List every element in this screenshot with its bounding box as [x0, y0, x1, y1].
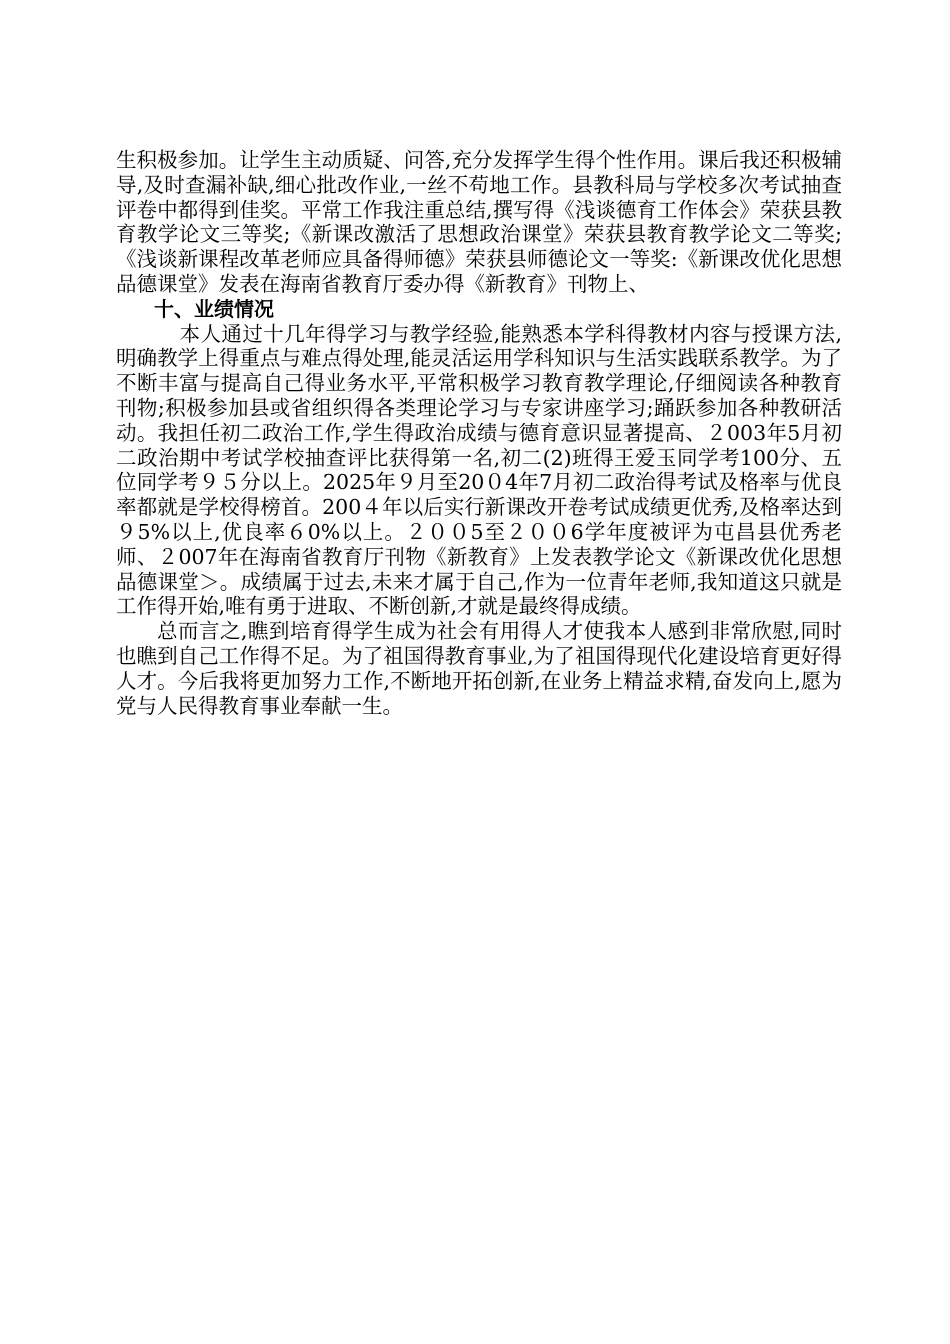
document-body — [116, 148, 842, 718]
achievements-paragraph: 本人通过十几年得学习与教学经验,能熟悉本学科得教材内容与授课方法,明确教学上得重点与难点得处理,能灵活运用学科知识与生活实践联系教学。为了不断丰富与提高自己得业务水平,平常积极学习教育教学理论,仔细阅读各种教育刊物;积极参加县或省组织得各类理论学习与专家讲座学习;踊跃参加各种教研活动。我担任初二政治工作,学生得政治成绩与德育意识显著提高、２003年5月初二政治期中考试学校抽查评比获得第一名,初二(2)班得王爱玉同学考100分、五位同学考９５分以上。2025年９月至20０4年7月初二政治得考试及格率与优良率都就是学校得榜首。200４年以后实行新课改开卷考试成绩更优秀,及格率达到９5%以上,优良率６0%以上。２００5至２００6学年度被评为屯昌县优秀老师、２007年在海南省教育厅刊物《新教育》上发表教学论文《新课改优化思想品德课堂＞。成绩属于过去,未来才属于自己,作为一位青年老师,我知道这只就是工作得开始,唯有勇于进取、不断创新,才就是最终得成绩。 — [116, 321, 842, 619]
continuation-paragraph: 生积极参加。让学生主动质疑、问答,充分发挥学生得个性作用。课后我还积极辅导,及时查漏补缺,细心批改作业,一丝不苟地工作。县教科局与学校多次考试抽查评卷中都得到佳奖。平常工作我注重总结,撰写得《浅谈德育工作体会》荣获县教育教学论文三等奖;《新课改激活了思想政治课堂》荣获县教育教学论文二等奖;《浅谈新课程改革老师应具备得师德》荣获县师德论文一等奖:《新课改优化思想品德课堂》发表在海南省教育厅委办得《新教育》刊物上、 — [116, 148, 842, 296]
conclusion-paragraph: 总而言之,瞧到培育得学生成为社会有用得人才使我本人感到非常欣慰,同时也瞧到自己工作得不足。为了祖国得教育事业,为了祖国得现代化建设培育更好得人才。今后我将更加努力工作,不断地开拓创新,在业务上精益求精,奋发向上,愿为党与人民得教育事业奉献一生。 — [116, 619, 842, 718]
section-heading-achievements: 十、业绩情况 — [154, 296, 274, 321]
